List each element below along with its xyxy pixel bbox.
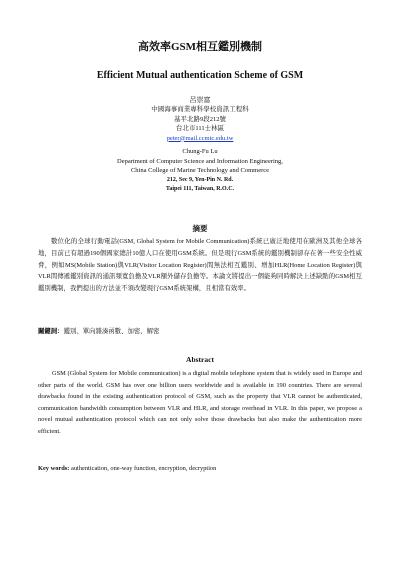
title-english: Efficient Mutual authentication Scheme of GSM [96,70,304,81]
author1-affiliation: 中國海事商業專科學校資訊工程科 [151,106,249,114]
author2-name: Chung-Fu Lu [182,148,218,155]
author2-dept: Department of Computer Science and Information Engineering, [117,157,283,165]
author2-address1: 212, Sec 9, Yen-Pin N. Rd. [166,176,234,183]
author1-name: 呂崇富 [189,96,211,104]
keywords-zh [38,326,362,335]
keywords-zh-text: 鑑別、單向雜湊函數、加密、解密 [63,328,160,335]
keywords-en-label: Key words: [38,465,70,472]
author1-email-link[interactable]: peter@mail.ccmtc.edu.tw [166,134,234,142]
abstract-zh-heading: 摘要 [192,224,208,233]
abstract-en-text: GSM (Global System for Mobile communication) is a digital mobile telephone system that is widely used in Europe and other parts of the world. GSM has over one billion users worldwide and is available in 190 countries. There are several drawbacks found in the existing authentication protocol of GSM, such as the property that VLR cannot be authenticated, communication bandwidth consumption between VLR and HLR, and storage overhead in VLR. In this paper, we propose a novel mutual authentication protocol which can not only solve those drawbacks but also make the authentication more efficient. [38,370,362,435]
author2-block [0,147,400,195]
keywords-en-text: authentication, one-way function, encryption, decryption [69,465,217,472]
author1-address1: 基平北路9段212號 [174,115,226,123]
author2-college: China College of Marine Technology and Commerce [130,167,270,174]
author2-address2: Taipei 111, Taiwan, R.O.C. [165,186,235,192]
title-chinese: 高效率GSM相互鑑別機制 [137,41,263,53]
abstract-zh-text: 數位化的全球行動電話(GSM, Global System for Mobile Communication)系統已廣泛地使用在歐洲及其他全球各地，目前已有超過190個國家總計10億人口在使用GSM系統。但是現行GSM系統的鑑別機制卻存在著一些安全性威脅，例如MS(Mobile Station)與VLR(Visitor Location Register)間無法相互鑑別、增加HLR(Home Location Register)與VLR間傳遞鑑別資訊的通訊頻寬負擔及VLR額外儲存負擔等。本論文將提出一個能夠同時解決上述缺點的GSM相互鑑別機制，我們提出的方法並不須改變現行GSM系統架構，且相當有效率。 [38,238,362,293]
keywords-zh-label: 關鍵詞： [38,328,64,335]
abstract-en-heading: Abstract [186,355,214,364]
author1-block [0,96,400,143]
author1-address2: 台北市111士林區 [175,125,225,133]
keywords-en [38,465,362,472]
